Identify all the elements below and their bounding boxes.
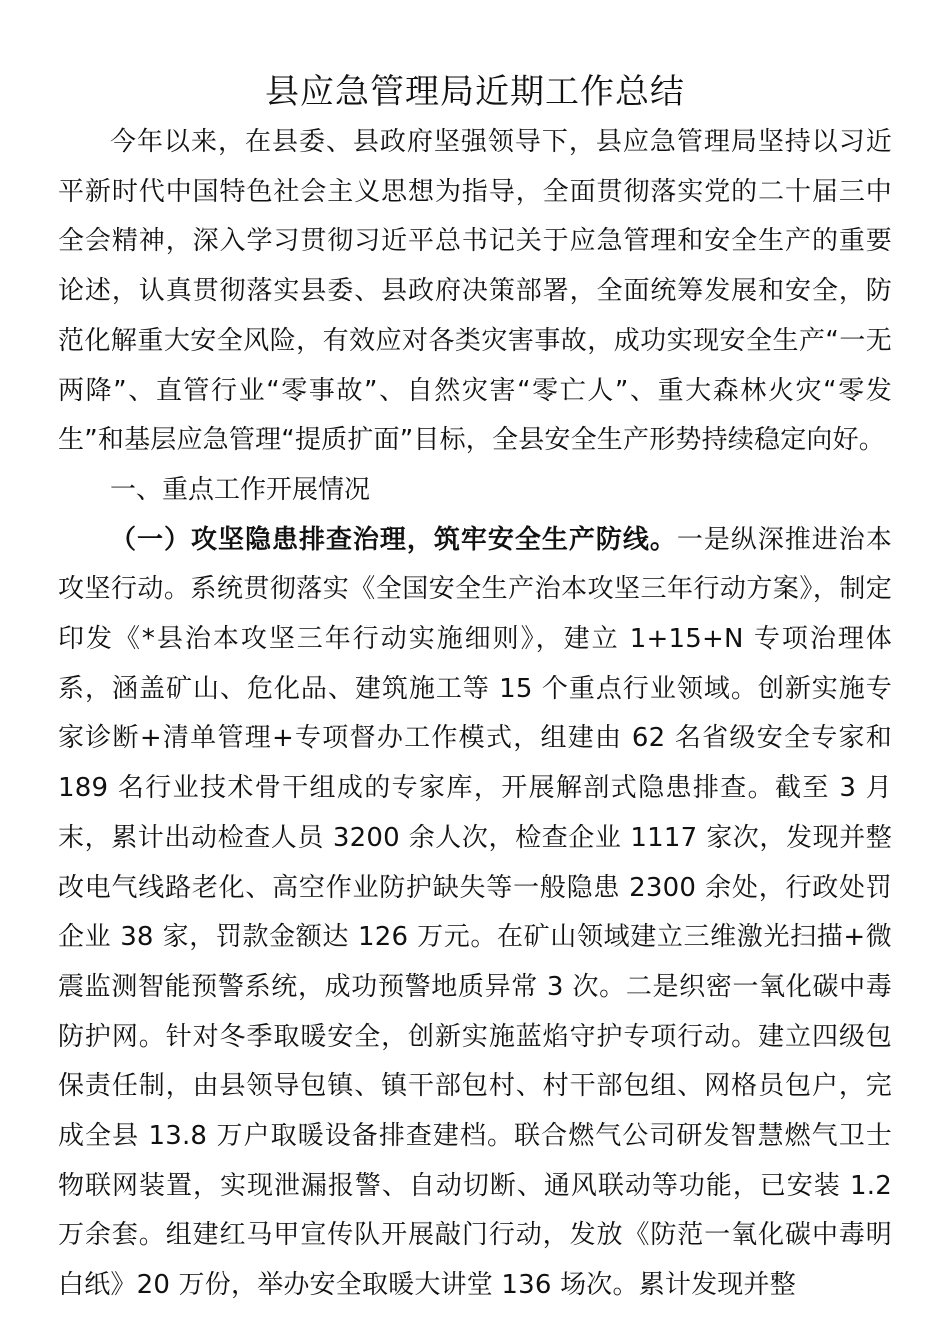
subsection-body: 一是纵深推进治本攻坚行动。系统贯彻落实《全国安全生产治本攻坚三年行动方案》，制定印发《*县治本攻坚三年行动实施细则》，建立 1+15+N 专项治理体系，涵盖矿山、危化品、建筑施工等 15 个重点行业领域。创新实施专家诊断+清单管理+专项督办工作模式，组建由 62 名省级安全专家和 189 名行业技术骨干组成的专家库，开展解剖式隐患排查。截至 3 月末，累计出动检查人员 3200 余人次，检查企业 1117 家次，发现并整改电气线路老化、高空作业防护缺失等一般隐患 2300 余处，行政处罚企业 38 家，罚款金额达 126 万元。在矿山领域建立三维激光扫描+微震监测智能预警系统，成功预警地质异常 3 次。二是织密一氧化碳中毒防护网。针对冬季取暖安全，创新实施蓝焰守护专项行动。建立四级包保责任制，由县领导包镇、镇干部包村、村干部包组、网格员包户，完成全县 13.8 万户取暖设备排查建档。联合燃气公司研发智慧燃气卫士物联网装置，实现泄漏报警、自动切断、通风联动等功能，已安装 1.2 万余套。组建红马甲宣传队开展敲门行动，发放《防范一氧化碳中毒明白纸》20 万份，举办安全取暖大讲堂 136 场次。累计发现并整 [58, 524, 892, 1301]
section-heading: 一、重点工作开展情况 [110, 474, 371, 505]
document-title: 县应急管理局近期工作总结 [265, 72, 685, 112]
document-body [58, 66, 892, 1311]
subsection-heading: （一）攻坚隐患排查治理，筑牢安全生产防线。 [110, 524, 677, 555]
intro-paragraph: 今年以来，在县委、县政府坚强领导下，县应急管理局坚持以习近平新时代中国特色社会主义思想为指导，全面贯彻落实党的二十届三中全会精神，深入学习贯彻习近平总书记关于应急管理和安全生产的重要论述，认真贯彻落实县委、县政府决策部署，全面统筹发展和安全，防范化解重大安全风险，有效应对各类灾害事故，成功实现安全生产“一无两降”、直管行业“零事故”、自然灾害“零亡人”、重大森林火灾“零发生”和基层应急管理“提质扩面”目标，全县安全生产形势持续稳定向好。 [58, 127, 892, 456]
subsection-paragraph [58, 516, 892, 1311]
